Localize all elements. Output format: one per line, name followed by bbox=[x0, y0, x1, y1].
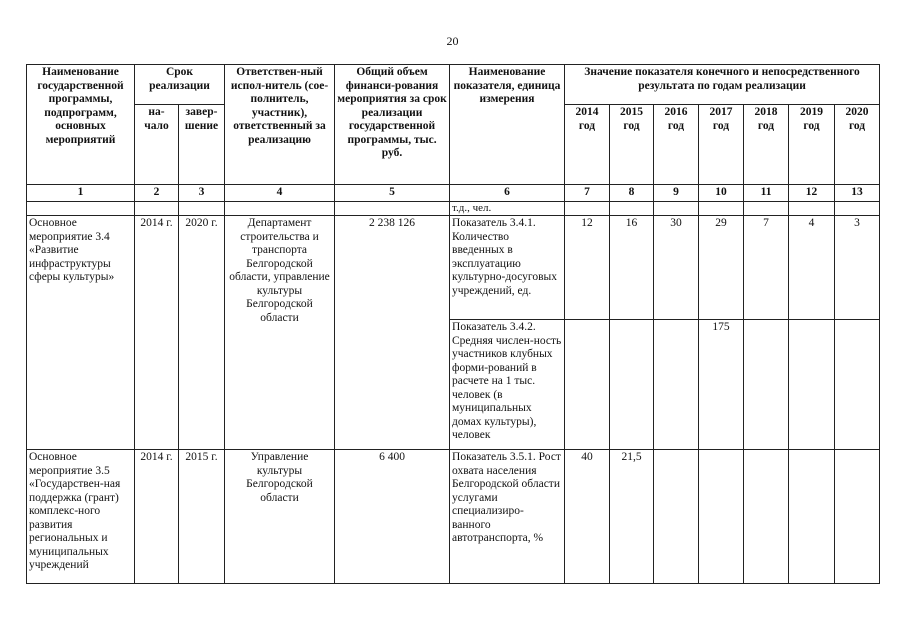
header-year-2019: 2019 год bbox=[789, 105, 835, 185]
indicator-value-2020 bbox=[835, 450, 880, 584]
indicator-text: Показатель 3.5.1. Рост охвата населения Белгородской области услугами специализиро-ванного автотранспорта, % bbox=[450, 450, 565, 584]
measure-name: Основное мероприятие 3.5 «Государствен-ная поддержка (грант) комплекс-ного развития региональных и муниципальных учреждений bbox=[27, 450, 135, 584]
header-year-2017: 2017 год bbox=[699, 105, 744, 185]
column-number: 3 bbox=[179, 185, 225, 202]
indicator-value-2017: 175 bbox=[699, 320, 744, 450]
continuation-indicator: т.д., чел. bbox=[450, 202, 565, 216]
column-number: 13 bbox=[835, 185, 880, 202]
header-name: Наименование государственной программы, подпрограмм, основных мероприятий bbox=[27, 65, 135, 185]
indicator-value-2014 bbox=[565, 320, 610, 450]
column-number: 7 bbox=[565, 185, 610, 202]
page-number: 20 bbox=[446, 34, 459, 48]
indicator-value-2020 bbox=[835, 320, 880, 450]
header-values: Значение показателя конечного и непосредственного результата по годам реализации bbox=[565, 65, 880, 105]
column-number: 12 bbox=[789, 185, 835, 202]
indicator-value-2015: 16 bbox=[610, 216, 654, 320]
indicator-value-2019 bbox=[789, 450, 835, 584]
header-finance: Общий объем финанси-рования мероприятия за срок реализации государственной программы, тыс. руб. bbox=[335, 65, 450, 185]
indicator-value-2014: 12 bbox=[565, 216, 610, 320]
indicator-value-2018 bbox=[744, 450, 789, 584]
measure-end: 2015 г. bbox=[179, 450, 225, 584]
indicator-value-2016 bbox=[654, 320, 699, 450]
header-start: на-чало bbox=[135, 105, 179, 185]
measure-name: Основное мероприятие 3.4 «Развитие инфраструктуры сферы культуры» bbox=[27, 216, 135, 450]
indicator-value-2016: 30 bbox=[654, 216, 699, 320]
indicator-value-2017: 29 bbox=[699, 216, 744, 320]
table-row bbox=[27, 216, 880, 320]
measure-end: 2020 г. bbox=[179, 216, 225, 450]
measure-responsible: Департамент строительства и транспорта Белгородской области, управление культуры Белгородской области bbox=[225, 216, 335, 450]
measure-finance: 2 238 126 bbox=[335, 216, 450, 450]
column-number: 1 bbox=[27, 185, 135, 202]
indicator-value-2015: 21,5 bbox=[610, 450, 654, 584]
column-number: 5 bbox=[335, 185, 450, 202]
header-end: завер-шение bbox=[179, 105, 225, 185]
indicator-value-2016 bbox=[654, 450, 699, 584]
column-number: 11 bbox=[744, 185, 789, 202]
program-table bbox=[26, 64, 880, 584]
column-number-row bbox=[27, 185, 880, 202]
measure-finance: 6 400 bbox=[335, 450, 450, 584]
column-number: 9 bbox=[654, 185, 699, 202]
header-indicator: Наименование показателя, единица измерения bbox=[450, 65, 565, 185]
column-number: 8 bbox=[610, 185, 654, 202]
indicator-value-2014: 40 bbox=[565, 450, 610, 584]
indicator-value-2015 bbox=[610, 320, 654, 450]
indicator-value-2019: 4 bbox=[789, 216, 835, 320]
indicator-value-2019 bbox=[789, 320, 835, 450]
header-responsible: Ответствен-ный испол-нитель (сое-полнитель, участник), ответственный за реализацию bbox=[225, 65, 335, 185]
measure-responsible: Управление культуры Белгородской области bbox=[225, 450, 335, 584]
measure-start: 2014 г. bbox=[135, 450, 179, 584]
column-number: 6 bbox=[450, 185, 565, 202]
column-number: 4 bbox=[225, 185, 335, 202]
header-year-2020: 2020 год bbox=[835, 105, 880, 185]
measure-start: 2014 г. bbox=[135, 216, 179, 450]
indicator-value-2020: 3 bbox=[835, 216, 880, 320]
indicator-value-2018 bbox=[744, 320, 789, 450]
header-year-2015: 2015 год bbox=[610, 105, 654, 185]
table-row bbox=[27, 450, 880, 584]
indicator-text: Показатель 3.4.2. Средняя числен-ность участников клубных форми-рований в расчете на 1 тыс. человек (в муниципальных домах культуры), человек bbox=[450, 320, 565, 450]
column-number: 2 bbox=[135, 185, 179, 202]
header-year-2014: 2014 год bbox=[565, 105, 610, 185]
header-term: Срок реализации bbox=[135, 65, 225, 105]
indicator-value-2018: 7 bbox=[744, 216, 789, 320]
indicator-text: Показатель 3.4.1. Количество введенных в эксплуатацию культурно-досуговых учреждений, ед. bbox=[450, 216, 565, 320]
indicator-value-2017 bbox=[699, 450, 744, 584]
column-number: 10 bbox=[699, 185, 744, 202]
header-year-2016: 2016 год bbox=[654, 105, 699, 185]
continuation-row bbox=[27, 202, 880, 216]
header-year-2018: 2018 год bbox=[744, 105, 789, 185]
